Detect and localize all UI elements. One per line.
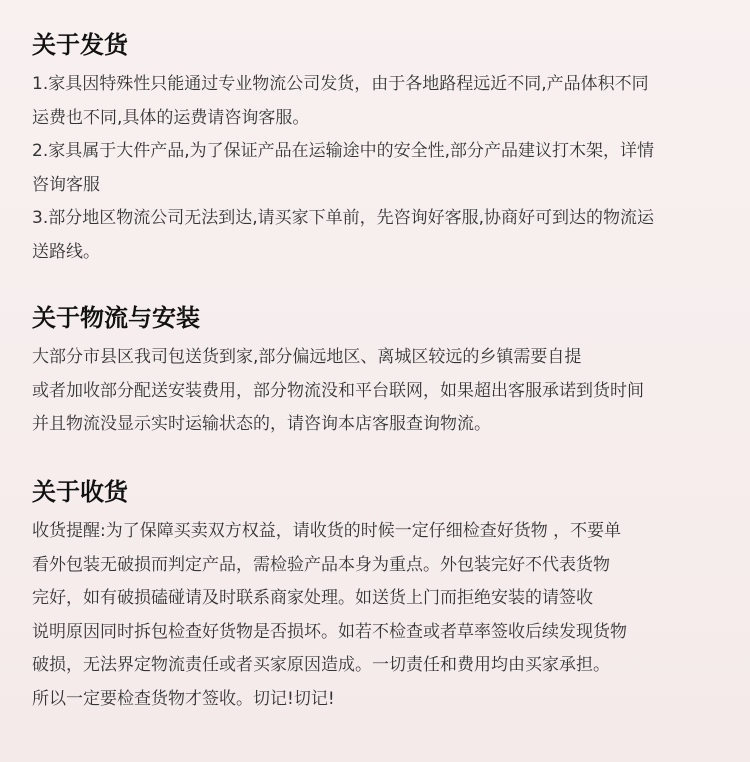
logistics-heading: 关于物流与安装 xyxy=(32,304,200,332)
receiving-heading: 关于收货 xyxy=(32,478,128,506)
shipping-line: 2.家具属于大件产品,为了保证产品在运输途中的安全性,部分产品建议打木架，详情 xyxy=(32,141,655,161)
shipping-section xyxy=(32,30,732,269)
logistics-line: 大部分市县区我司包送货到家,部分偏远地区、离城区较远的乡镇需要自提 xyxy=(32,347,582,367)
shipping-line: 3.部分地区物流公司无法到达,请买家下单前，先咨询好客服,协商好可到达的物流运 xyxy=(32,208,655,228)
shipping-line: 送路线。 xyxy=(32,241,100,262)
receiving-section xyxy=(32,477,732,716)
receiving-line: 收货提醒:为了保障买卖双方权益，请收货的时候一定仔细检查好货物 ，不要单 xyxy=(32,521,622,541)
logistics-line: 或者加收部分配送安装费用，部分物流没和平台联网，如果超出客服承诺到货时间 xyxy=(32,380,644,401)
shipping-line: 1.家具因特殊性只能通过专业物流公司发货，由于各地路程远近不同,产品体积不同 xyxy=(32,74,649,94)
shipping-line: 咨询客服 xyxy=(32,174,100,195)
shipping-heading: 关于发货 xyxy=(32,31,128,59)
shipping-line: 运费也不同,具体的运费请咨询客服。 xyxy=(32,107,310,128)
receiving-line: 看外包装无破损而判定产品，需检验产品本身为重点。外包装完好不代表货物 xyxy=(32,554,610,575)
receiving-line: 破损，无法界定物流责任或者买家原因造成。一切责任和费用均由买家承担。 xyxy=(32,655,610,675)
logistics-line: 并且物流没显示实时运输状态的，请咨询本店客服查询物流。 xyxy=(32,414,491,434)
logistics-section xyxy=(32,303,732,442)
receiving-line: 所以一定要检查货物才签收。切记!切记! xyxy=(32,688,335,709)
receiving-line: 说明原因同时拆包检查好货物是否损坏。如若不检查或者草率签收后续发现货物 xyxy=(32,621,627,642)
receiving-line: 完好，如有破损磕碰请及时联系商家处理。如送货上门而拒绝安装的请签收 xyxy=(32,588,593,608)
